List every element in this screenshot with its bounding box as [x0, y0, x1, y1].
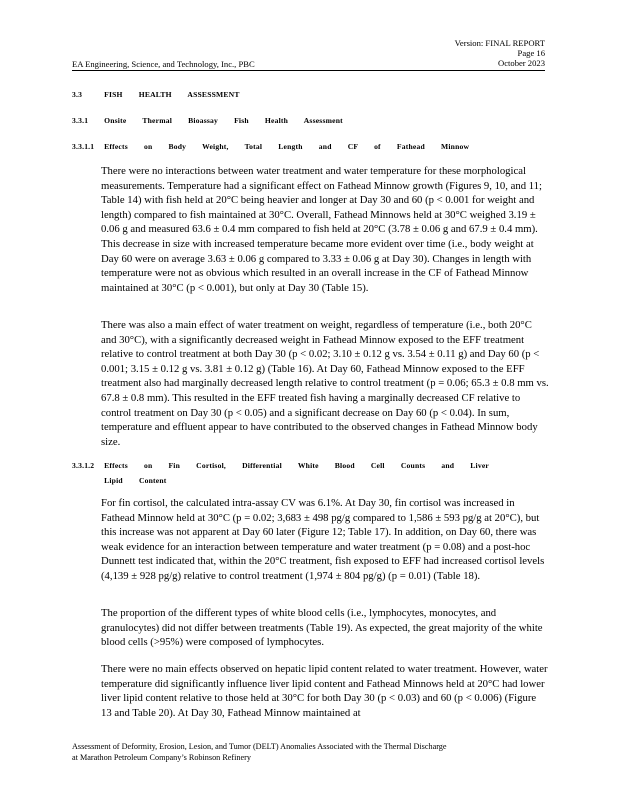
section-heading-3-3-1 — [72, 116, 343, 125]
section-heading-3-3-1-2 — [72, 458, 542, 488]
version-label: Version: FINAL REPORT — [454, 38, 545, 48]
page-header-right — [455, 38, 545, 68]
company-name: EA Engineering, Science, and Technology, Inc., PBC — [72, 59, 255, 69]
section-title: Effects on Body Weight, Total Length and CF of Fathead Minnow — [104, 142, 470, 151]
footer-line-1: Assessment of Deformity, Erosion, Lesion, and Tumor (DELT) Anomalies Associated with the Thermal Discharge — [72, 742, 447, 751]
section-number: 3.3.1.2 — [72, 461, 95, 470]
section-title: Onsite Thermal Bioassay Fish Health Assessment — [104, 116, 343, 125]
paragraph-white-blood-cells: The proportion of the different types of white blood cells (i.e., lymphocytes, monocytes, and granulocytes) did not differ between treatments (Table 19). As expected, the great majority of the white blood cells (>95%) were composed of lymphocytes. — [101, 607, 543, 649]
paragraph-liver-lipid: There were no main effects observed on hepatic lipid content related to water treatment. However, water temperature did significantly influence liver lipid content and Fathead Minnows held at 20°C had lower liver lipid content relative to those held at 30°C for both Day 30 (p < 0.03) and 60 (p < 0.006) (Figure 13 and Table 20). At Day 30, Fathead Minnow maintained at — [101, 663, 548, 719]
section-heading-3-3 — [72, 90, 240, 99]
section-heading-3-3-1-1 — [72, 142, 469, 151]
report-date: October 2023 — [497, 58, 545, 68]
paragraph-fin-cortisol: For fin cortisol, the calculated intra-assay CV was 6.1%. At Day 30, fin cortisol was increased in Fathead Minnow held at 30°C (p = 0.02; 3,683 ± 498 pg/g compared to 1,586 ± 593 pg/g at 20°C), but this increase was not apparent at Day 60 later (Figure 12; Table 17). In addition, on Day 60, there was weak evidence for an interaction between temperature and water treatment (p = 0.08) and a post-hoc Dunnett test indicated that, within the 20°C treatment, fish exposed to EFF had increased cortisol levels (4,139 ± 928 pg/g) relative to control treatment (1,974 ± 804 pg/g) (p = 0.01) (Table 18). — [101, 497, 545, 582]
page-number: Page 16 — [517, 48, 545, 58]
header-divider — [72, 70, 545, 71]
section-number: 3.3 — [72, 90, 83, 99]
section-title: Effects on Fin Cortisol, Differential White Blood Cell Counts and Liver Lipid Content — [104, 461, 489, 485]
paragraph-body-size: There were no interactions between water treatment and water temperature for these morphological measurements. Temperature had a significant effect on Fathead Minnow growth (Figures 9, 10, and 11; Table 14) with fish held at 20°C being heavier and longer at Day 30 and 60 (p < 0.001 for weight and length) compared to fish maintained at 30°C. Overall, Fathead Minnows held at 30°C weighed 3.19 ± 0.06 g and measured 63.6 ± 0.4 mm compared to fish held at 20°C (3.78 ± 0.06 g and 67.9 ± 0.4 mm). This decrease in size with increased temperature became more evident over time (i.e., body weight at Day 60 were on average 3.63 ± 0.06 g compared to 3.33 ± 0.06 g at Day 30). Changes in length with temperature were not as obvious which resulted in an overall increase in the CF of Fathead Minnow maintained at 30°C (p < 0.001), but only at Day 30 (Table 15). — [101, 165, 542, 294]
footer-line-2: at Marathon Petroleum Company’s Robinson Refinery — [72, 752, 251, 762]
section-number: 3.3.1.1 — [72, 142, 95, 151]
page-footer — [72, 742, 552, 764]
section-title: FISH HEALTH ASSESSMENT — [104, 90, 240, 99]
section-number: 3.3.1 — [72, 116, 89, 125]
paragraph-water-treatment: There was also a main effect of water treatment on weight, regardless of temperature (i.e., both 20°C and 30°C), with a significantly decreased weight in Fathead Minnow exposed to the EFF treatment relative to control treatment at both Day 30 (p < 0.02; 3.10 ± 0.12 g vs. 3.54 ± 0.11 g) and Day 60 (p < 0.001; 3.15 ± 0.12 g vs. 3.81 ± 0.12 g) (Table 16). At Day 60, Fathead Minnow exposed to the EFF treatment also had marginally decreased length relative to control treatment (p = 0.06; 65.3 ± 0.8 mm vs. 67.8 ± 0.8 mm). This resulted in the EFF treated fish having a marginally decreased CF relative to control treatment on Day 30 (p < 0.05) and a significant decrease on Day 60 (p < 0.04). In sum, temperature and effluent appear to have contributed to the observed changes in Fathead Minnow body size. — [101, 319, 549, 448]
